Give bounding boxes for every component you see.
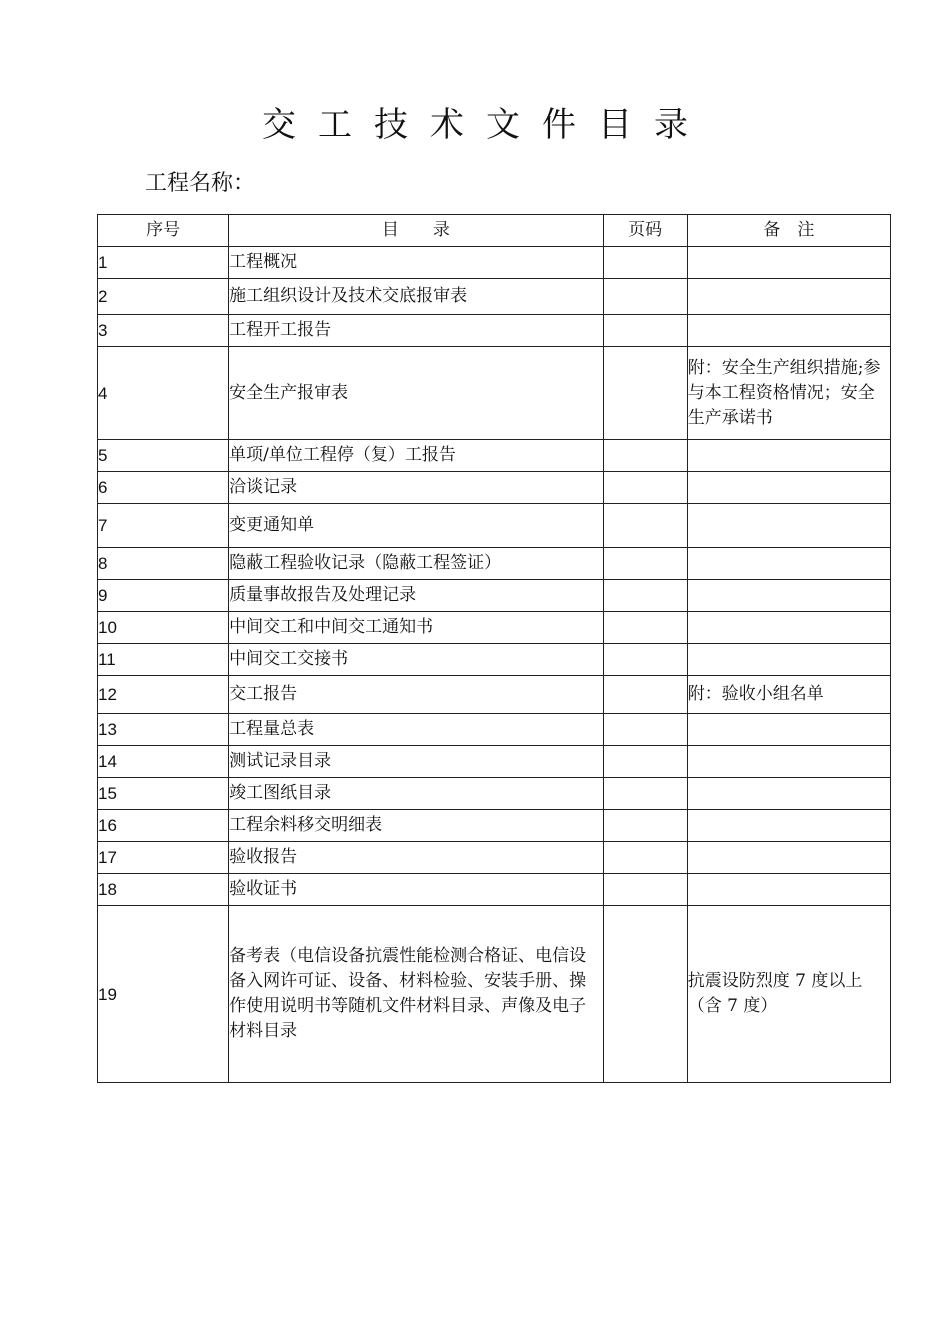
table-row (98, 504, 891, 548)
row-number: 5 (98, 440, 229, 472)
contents-table (97, 214, 891, 1083)
table-body (98, 247, 891, 1083)
header-contents: 目 录 (229, 215, 603, 247)
row-item: 隐蔽工程验收记录（隐蔽工程签证） (229, 548, 603, 580)
header-page: 页码 (603, 215, 687, 247)
row-item: 工程概况 (229, 247, 603, 279)
row-note (687, 644, 890, 676)
row-number: 4 (98, 347, 229, 440)
row-item: 中间交工交接书 (229, 644, 603, 676)
table-row (98, 906, 891, 1083)
table-row (98, 714, 891, 746)
row-number: 15 (98, 778, 229, 810)
row-note (687, 842, 890, 874)
row-number: 6 (98, 472, 229, 504)
row-item: 备考表（电信设备抗震性能检测合格证、电信设备入网许可证、设备、材料检验、安装手册、操作使用说明书等随机文件材料目录、声像及电子材料目录 (229, 906, 603, 1083)
row-number: 3 (98, 315, 229, 347)
row-item: 验收报告 (229, 842, 603, 874)
row-page (603, 676, 687, 714)
row-page (603, 548, 687, 580)
row-page (603, 347, 687, 440)
row-page (603, 714, 687, 746)
table-row (98, 580, 891, 612)
row-item: 质量事故报告及处理记录 (229, 580, 603, 612)
table-row (98, 746, 891, 778)
row-number: 7 (98, 504, 229, 548)
row-item: 施工组织设计及技术交底报审表 (229, 279, 603, 315)
table-row (98, 472, 891, 504)
row-page (603, 746, 687, 778)
row-note: 附：验收小组名单 (687, 676, 890, 714)
row-item: 变更通知单 (229, 504, 603, 548)
table-row (98, 548, 891, 580)
row-item: 安全生产报审表 (229, 347, 603, 440)
row-note (687, 548, 890, 580)
row-number: 18 (98, 874, 229, 906)
row-note (687, 279, 890, 315)
row-number: 17 (98, 842, 229, 874)
row-item: 测试记录目录 (229, 746, 603, 778)
row-note: 抗震设防烈度 7 度以上（含 7 度） (687, 906, 890, 1083)
row-item: 洽谈记录 (229, 472, 603, 504)
row-page (603, 580, 687, 612)
table-row (98, 810, 891, 842)
row-item: 单项/单位工程停（复）工报告 (229, 440, 603, 472)
table-row (98, 247, 891, 279)
row-note (687, 874, 890, 906)
row-number: 11 (98, 644, 229, 676)
table-row (98, 612, 891, 644)
row-page (603, 906, 687, 1083)
row-number: 1 (98, 247, 229, 279)
row-number: 2 (98, 279, 229, 315)
row-item: 中间交工和中间交工通知书 (229, 612, 603, 644)
row-item: 工程开工报告 (229, 315, 603, 347)
row-note: 附：安全生产组织措施;参与本工程资格情况；安全生产承诺书 (687, 347, 890, 440)
row-number: 19 (98, 906, 229, 1083)
row-page (603, 778, 687, 810)
row-note (687, 746, 890, 778)
row-number: 12 (98, 676, 229, 714)
table-row (98, 676, 891, 714)
row-item: 工程余料移交明细表 (229, 810, 603, 842)
row-page (603, 440, 687, 472)
row-note (687, 810, 890, 842)
row-note (687, 612, 890, 644)
header-remarks: 备 注 (687, 215, 890, 247)
table-row (98, 347, 891, 440)
row-number: 16 (98, 810, 229, 842)
row-page (603, 874, 687, 906)
table-row (98, 778, 891, 810)
row-number: 14 (98, 746, 229, 778)
row-page (603, 612, 687, 644)
row-note (687, 315, 890, 347)
table-header-row (98, 215, 891, 247)
table-row (98, 440, 891, 472)
row-page (603, 842, 687, 874)
row-note (687, 580, 890, 612)
row-number: 13 (98, 714, 229, 746)
row-page (603, 279, 687, 315)
row-page (603, 644, 687, 676)
table-row (98, 644, 891, 676)
row-page (603, 504, 687, 548)
row-item: 竣工图纸目录 (229, 778, 603, 810)
row-page (603, 472, 687, 504)
row-page (603, 247, 687, 279)
table-row (98, 279, 891, 315)
project-name-label: 工程名称： (145, 171, 256, 196)
table-row (98, 842, 891, 874)
row-item: 交工报告 (229, 676, 603, 714)
table-row (98, 874, 891, 906)
row-item: 工程量总表 (229, 714, 603, 746)
row-note (687, 504, 890, 548)
row-note (687, 472, 890, 504)
row-number: 10 (98, 612, 229, 644)
row-item: 验收证书 (229, 874, 603, 906)
document-title: 交工技术文件目录 (262, 105, 710, 145)
row-page (603, 810, 687, 842)
row-note (687, 247, 890, 279)
row-page (603, 315, 687, 347)
row-note (687, 714, 890, 746)
row-number: 9 (98, 580, 229, 612)
row-number: 8 (98, 548, 229, 580)
header-number: 序号 (98, 215, 229, 247)
table-row (98, 315, 891, 347)
row-note (687, 778, 890, 810)
row-note (687, 440, 890, 472)
